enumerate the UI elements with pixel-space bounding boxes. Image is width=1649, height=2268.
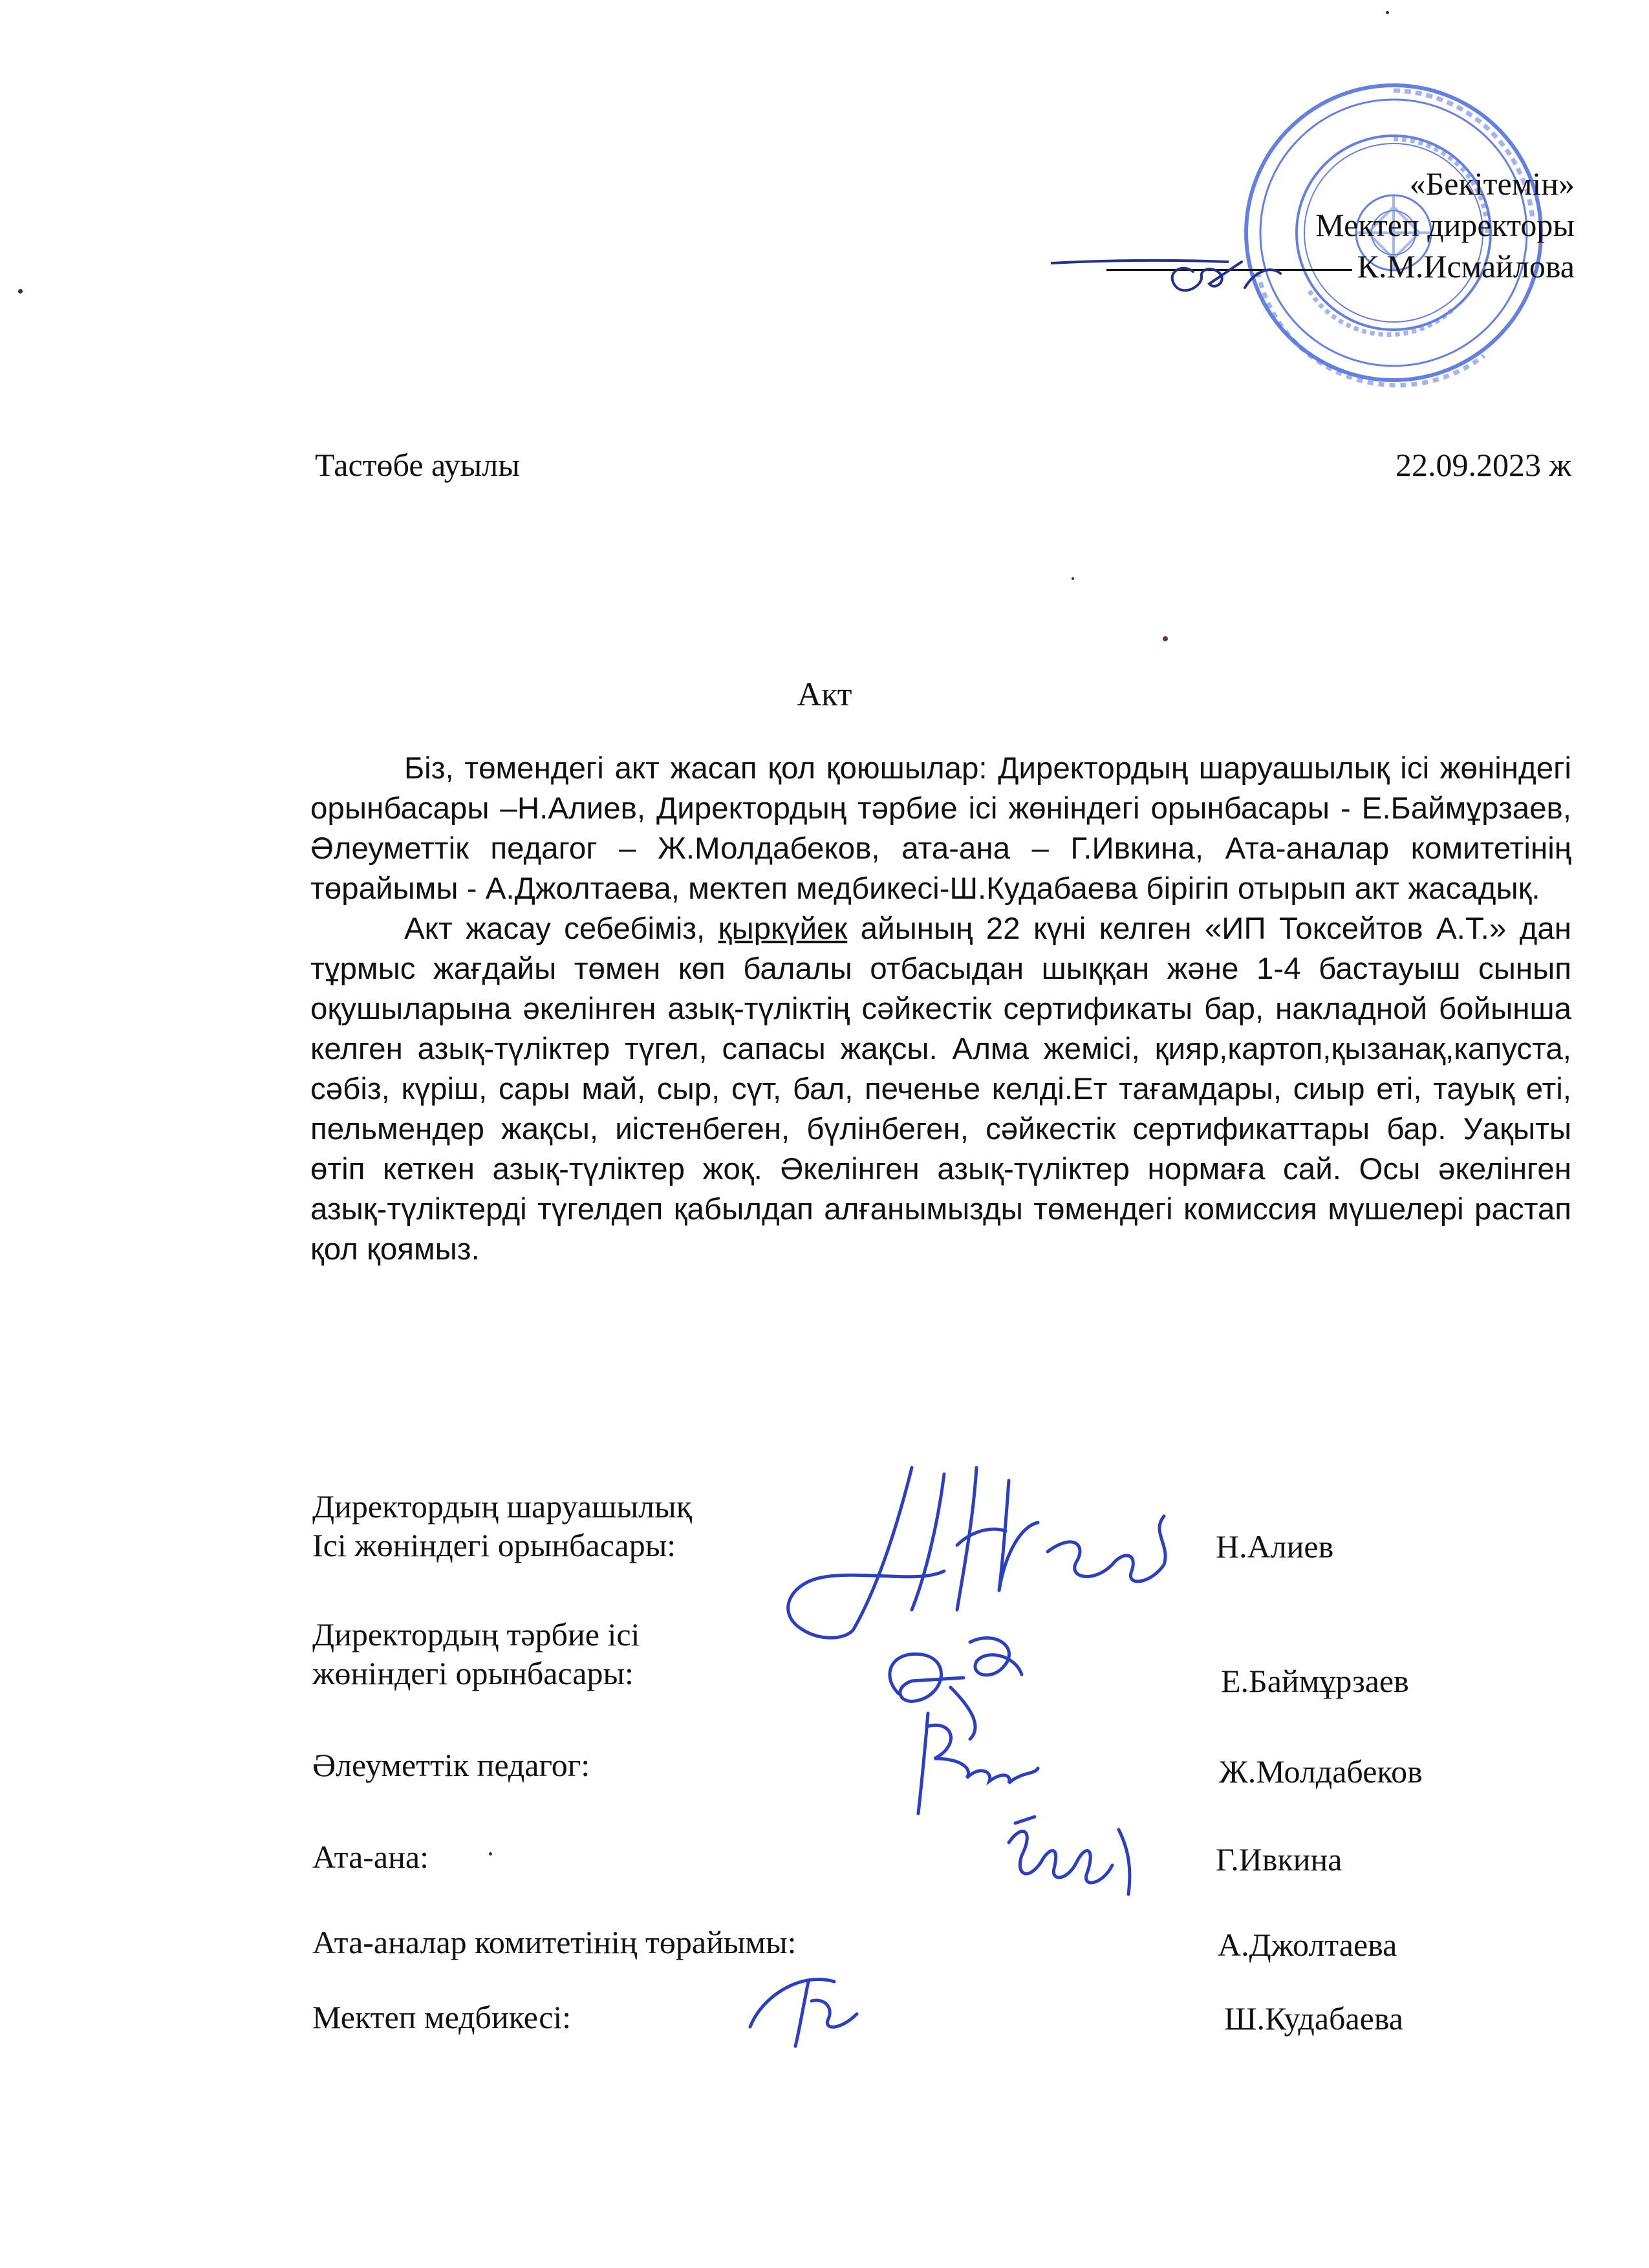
approval-position: Мектеп директоры [1315,207,1575,243]
signatory-role-line: Ата-ана: [312,1839,429,1875]
signature-kudabaeva [737,1962,879,2053]
signatory-role-line: жөніндегі орынбасары: [312,1655,634,1691]
scan-speck [18,289,23,294]
signatory-role-line: Директордың тәрбие ісі [312,1616,640,1653]
body-paragraph-2 [310,909,1571,1270]
signatory-4-name: Г.Ивкина [1216,1841,1342,1878]
paragraph-2-rest: айының 22 күні келген «ИП Токсейтов А.Т.» дан тұрмыс жағдайы төмен көп балалы отбасыдан шыққан және 1-4 бастауыш сынып оқушыларына әкелінген азық-түліктің сәйкестік сертификаты бар, накладной бойынша келген азық-түліктер түгел, сапасы жақсы. Алма жемісі, қияр,картоп,қызанақ,капуста, сәбіз, күріш, сары май, сыр, сүт, бал, печенье келді.Ет тағамдары, сиыр еті, тауық еті, пельмендер жақсы, иістенбеген, бүлінбеген, сәйкестік сертификаттары бар. Уақыты өтіп кеткен азық-түліктер жоқ. Әкелінген азық-түліктер нормаға сай. Осы әкелінген азық-түліктерді түгелдеп қабылдап алғанымызды төмендегі комиссия мүшелері растап қол қоямыз. [310,912,1571,1267]
scan-speck [489,1852,492,1856]
underlined-month: қыркүйек [718,912,848,946]
signatory-role-line: Директордың шаруашылық [312,1488,693,1524]
signatory-role-line: Мектеп медбикесі: [312,1999,572,2035]
signatory-4-role [312,1837,429,1876]
body-paragraph-1: Біз, төмендегі акт жасап қол қоюшылар: Директордың шаруашылық ісі жөніндегі орынбасары –Н.Алиев, Директордың тәрбие ісі жөніндегі орынбасары - Е.Баймұрзаев, Әлеуметтік педагог – Ж.Молдабеков, ата-ана – Г.Ивкина, Ата-аналар комитетінің төрайымы - А.Джолтаева, мектеп медбикесі-Ш.Кудабаева бірігіп отырып акт жасадық. [310,751,1571,906]
signatory-3-name: Ж.Молдабеков [1219,1753,1423,1790]
signatory-2-role [312,1615,640,1693]
approval-name: К.М.Исмайлова [1357,248,1575,284]
signatory-6-role [312,1998,571,2037]
scan-speck [1072,577,1074,580]
place-name: Тастөбе ауылы [315,447,520,483]
signatory-5-name: А.Джолтаева [1218,1927,1397,1963]
signature-ivkina [989,1804,1158,1901]
signatory-1-role [312,1487,692,1565]
signatory-role-line: Ата-аналар комитетінің төрайымы: [312,1924,797,1960]
signatory-6-name: Ш.Кудабаева [1224,2000,1403,2037]
signatory-2-name: Е.Баймұрзаев [1221,1663,1409,1699]
paragraph-2-start: Акт жасау себебіміз, [404,912,718,946]
signatory-role-line: Ісі жөніндегі орынбасары: [312,1527,676,1563]
page-title: Акт [797,676,852,713]
scan-speck [1163,636,1168,641]
signatory-5-role [312,1923,797,1962]
approval-heading: «Бекітемін» [1409,166,1575,202]
signatory-3-role [312,1746,590,1784]
scan-speck [1386,11,1389,14]
act-body [310,749,1571,1270]
document-date: 22.09.2023 ж [1395,447,1571,483]
signatory-role-line: Әлеуметтік педагог: [312,1747,590,1783]
director-signature [1048,242,1339,307]
signatory-1-name: Н.Алиев [1216,1528,1334,1565]
